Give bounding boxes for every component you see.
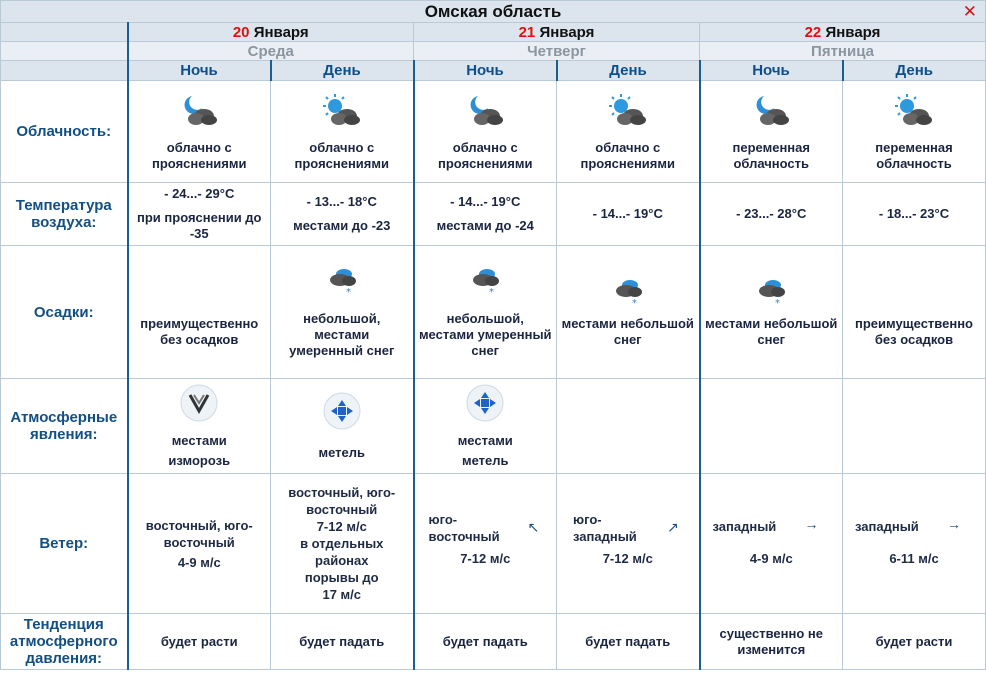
clouds-text-1: облачно с bbox=[595, 139, 661, 155]
clouds-cell bbox=[557, 81, 700, 183]
pressure-text: существенно не bbox=[719, 625, 823, 641]
temp-note: местами до -24 bbox=[436, 218, 534, 233]
phen-text: метель bbox=[461, 453, 509, 468]
wind-direction: восточный bbox=[163, 534, 235, 550]
wind-extra: районах bbox=[315, 553, 369, 568]
day-number: 22 bbox=[804, 23, 822, 41]
time-of-day: День bbox=[557, 61, 700, 81]
temp-note: при прояснении до bbox=[137, 210, 262, 225]
phen-cell bbox=[557, 379, 700, 474]
precip-text: без осадков bbox=[160, 332, 239, 347]
wind-direction-line: западный bbox=[573, 529, 637, 544]
pressure-cell bbox=[271, 614, 414, 670]
day-number: 21 bbox=[518, 23, 536, 41]
region-title bbox=[1, 1, 986, 23]
precip-text: местами небольшой bbox=[705, 316, 838, 331]
sun-cloud-icon bbox=[893, 92, 935, 130]
phen-text: местами bbox=[171, 433, 227, 448]
wind-arrow-icon: → bbox=[804, 516, 819, 532]
wind-cell bbox=[843, 474, 986, 614]
date-header bbox=[128, 23, 414, 42]
clouds-text-2: прояснениями bbox=[438, 155, 533, 171]
label-line: атмосферного bbox=[9, 633, 118, 650]
corner-cell bbox=[1, 61, 128, 81]
precip-text: небольшой, bbox=[303, 311, 381, 326]
pressure-cell bbox=[700, 614, 843, 670]
wind-extra: порывы до bbox=[304, 570, 379, 585]
precip-text: местами bbox=[314, 327, 370, 342]
wind-direction bbox=[573, 511, 637, 545]
wind-speed: 4-9 м/с bbox=[749, 551, 793, 566]
precip-cell bbox=[128, 246, 271, 379]
label-line: Тенденция bbox=[23, 616, 104, 633]
time-of-day: Ночь bbox=[128, 61, 271, 81]
clouds-text-2: прояснениями bbox=[580, 155, 675, 171]
time-of-day: День bbox=[271, 61, 414, 81]
clouds-text-1: переменная bbox=[875, 139, 953, 155]
pressure-text: будет падать bbox=[585, 633, 671, 649]
precip-text: местами умеренный bbox=[418, 327, 552, 342]
svg-text:*: * bbox=[631, 298, 637, 308]
moon-cloud-icon bbox=[750, 92, 792, 130]
phen-cell bbox=[414, 379, 557, 474]
wind-block bbox=[843, 474, 985, 613]
clouds-cell bbox=[414, 81, 557, 183]
precip-text: умеренный снег bbox=[289, 343, 395, 358]
precip-cell bbox=[414, 246, 557, 379]
temp-cell bbox=[271, 183, 414, 246]
wind-speed: 7-12 м/с bbox=[460, 551, 511, 566]
clouds-text-2: облачность bbox=[733, 155, 810, 171]
day-number: 20 bbox=[232, 23, 250, 41]
pressure-cell bbox=[414, 614, 557, 670]
sun-cloud-icon bbox=[321, 92, 363, 130]
precip-text: снег bbox=[471, 343, 500, 358]
precip-text: снег bbox=[757, 332, 786, 347]
clouds-text-1: облачно с bbox=[166, 139, 232, 155]
pressure-cell bbox=[557, 614, 700, 670]
phen-cell bbox=[843, 379, 986, 474]
clouds-text-2: облачность bbox=[876, 155, 952, 171]
wind-cell bbox=[557, 474, 700, 614]
row-label-pressure bbox=[1, 614, 128, 670]
blizzard-icon bbox=[321, 391, 363, 431]
clouds-cell bbox=[128, 81, 271, 183]
pressure-text: будет расти bbox=[160, 633, 238, 649]
month-name: Января bbox=[253, 23, 309, 41]
snow-cloud-icon bbox=[465, 265, 505, 297]
close-icon[interactable]: ✕ bbox=[962, 2, 977, 21]
clouds-text-2: прояснениями bbox=[152, 155, 247, 171]
clouds-text-1: облачно с bbox=[309, 139, 375, 155]
date-header bbox=[414, 23, 700, 42]
clouds-text-1: переменная bbox=[732, 139, 810, 155]
wind-direction: западный bbox=[855, 519, 919, 534]
weekday: Пятница bbox=[700, 42, 986, 61]
temp-cell bbox=[557, 183, 700, 246]
row-label-clouds: Облачность: bbox=[1, 81, 128, 183]
row-label-phenomena bbox=[1, 379, 128, 474]
pressure-cell bbox=[843, 614, 986, 670]
wind-arrow-icon: ↖ bbox=[527, 519, 540, 535]
precip-cell bbox=[271, 246, 414, 379]
wind-extra: в отдельных bbox=[300, 536, 384, 551]
label-line: Атмосферные bbox=[10, 409, 118, 426]
label-line: Температура bbox=[15, 197, 112, 214]
temp-range: - 24...- 29°C bbox=[164, 186, 235, 201]
clouds-cell bbox=[271, 81, 414, 183]
phen-cell bbox=[700, 379, 843, 474]
wind-cell bbox=[128, 474, 271, 614]
precip-cell bbox=[557, 246, 700, 379]
snow-cloud-icon bbox=[751, 276, 791, 308]
pressure-text: будет падать bbox=[442, 633, 528, 649]
label-line: воздуха: bbox=[31, 214, 97, 231]
row-label-precipitation: Осадки: bbox=[1, 246, 128, 379]
wind-direction: западный bbox=[712, 519, 777, 534]
wind-direction-line: восточный bbox=[428, 529, 500, 544]
wind-direction-line: юго- bbox=[428, 512, 458, 527]
weekday: Среда bbox=[128, 42, 414, 61]
phen-cell bbox=[128, 379, 271, 474]
wind-speed: 4-9 м/с bbox=[177, 554, 221, 570]
precip-text: снег bbox=[613, 332, 642, 347]
temp-range: - 14...- 19°C bbox=[592, 206, 663, 221]
wind-cell bbox=[271, 474, 414, 614]
month-name: Января bbox=[539, 23, 595, 41]
wind-block bbox=[415, 474, 557, 613]
svg-text:*: * bbox=[775, 298, 781, 308]
wind-arrow-icon: ↗ bbox=[667, 519, 679, 535]
phen-cell bbox=[271, 379, 414, 474]
wind-direction: восточный, юго- bbox=[145, 517, 253, 533]
wind-speed: 7-12 м/с bbox=[316, 519, 367, 534]
precip-text: небольшой, bbox=[446, 311, 524, 326]
month-name: Января bbox=[825, 23, 881, 41]
pressure-cell bbox=[128, 614, 271, 670]
wind-extra: 17 м/с bbox=[322, 587, 362, 602]
phen-text: изморозь bbox=[168, 453, 231, 468]
label-line: явления: bbox=[30, 426, 98, 443]
precip-cell bbox=[843, 246, 986, 379]
wind-cell bbox=[414, 474, 557, 614]
clouds-cell bbox=[700, 81, 843, 183]
wind-block bbox=[701, 474, 843, 613]
temp-range: - 13...- 18°C bbox=[306, 194, 377, 209]
temp-note: -35 bbox=[189, 226, 209, 241]
moon-cloud-icon bbox=[178, 92, 220, 130]
precip-text: местами небольшой bbox=[561, 316, 694, 331]
clouds-text-1: облачно с bbox=[452, 139, 518, 155]
moon-cloud-icon bbox=[464, 92, 506, 130]
pressure-text: будет расти bbox=[875, 633, 953, 649]
pressure-text: будет падать bbox=[299, 633, 385, 649]
wind-block bbox=[557, 474, 699, 613]
time-of-day: День bbox=[843, 61, 986, 81]
weekday: Четверг bbox=[414, 42, 700, 61]
snow-cloud-icon bbox=[608, 276, 648, 308]
snow-cloud-icon bbox=[322, 265, 362, 297]
svg-text:*: * bbox=[345, 287, 351, 297]
wind-speed: 6-11 м/с bbox=[889, 551, 939, 566]
time-of-day: Ночь bbox=[700, 61, 843, 81]
row-label-wind: Ветер: bbox=[1, 474, 128, 614]
temp-cell bbox=[843, 183, 986, 246]
phen-text: метель bbox=[318, 445, 366, 460]
svg-text:*: * bbox=[489, 287, 495, 297]
wind-direction bbox=[429, 511, 500, 545]
clouds-text-2: прояснениями bbox=[294, 155, 389, 171]
corner-cell bbox=[1, 23, 128, 42]
region-name: Омская область bbox=[424, 1, 562, 21]
sun-cloud-icon bbox=[607, 92, 649, 130]
temp-cell bbox=[700, 183, 843, 246]
frost-icon bbox=[178, 383, 220, 423]
precip-text: преимущественно bbox=[854, 316, 973, 331]
phen-text: местами bbox=[457, 433, 513, 448]
label-line: давления: bbox=[25, 650, 103, 667]
clouds-cell bbox=[843, 81, 986, 183]
wind-direction: восточный, юго- bbox=[288, 485, 396, 500]
row-label-temperature bbox=[1, 183, 128, 246]
wind-direction-line: юго- bbox=[573, 512, 602, 527]
precip-text: без осадков bbox=[874, 332, 954, 347]
precip-cell bbox=[700, 246, 843, 379]
wind-speed: 7-12 м/с bbox=[602, 551, 653, 566]
blizzard-icon bbox=[464, 383, 506, 423]
corner-cell bbox=[1, 42, 128, 61]
temp-range: - 18...- 23°C bbox=[878, 206, 950, 221]
temp-note: местами до -23 bbox=[293, 218, 391, 233]
temp-range: - 14...- 19°C bbox=[450, 194, 521, 209]
precip-text: преимущественно bbox=[140, 316, 259, 331]
wind-arrow-icon: → bbox=[947, 516, 961, 532]
pressure-text: изменится bbox=[737, 641, 806, 657]
time-of-day: Ночь bbox=[414, 61, 557, 81]
wind-direction: восточный bbox=[306, 502, 378, 517]
wind-cell bbox=[700, 474, 843, 614]
temp-cell bbox=[128, 183, 271, 246]
temp-cell bbox=[414, 183, 557, 246]
temp-range: - 23...- 28°C bbox=[736, 206, 807, 221]
date-header bbox=[700, 23, 986, 42]
